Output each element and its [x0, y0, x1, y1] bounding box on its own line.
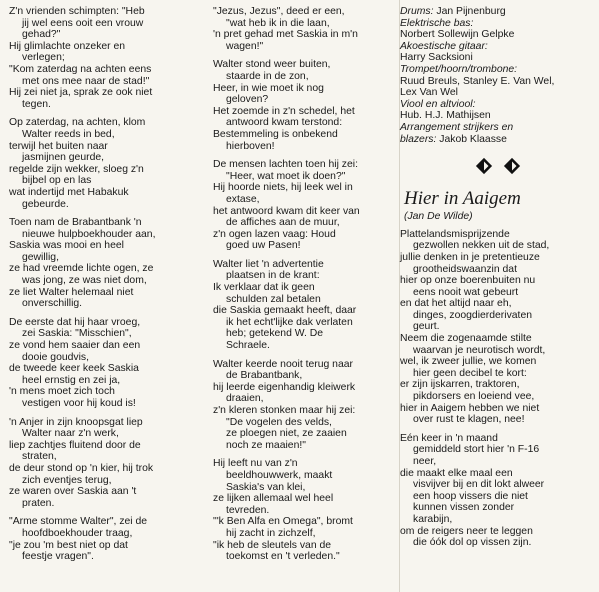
lyric-line: Eén keer in 'n maand	[400, 432, 498, 444]
lyric-line: dinges, zoogdierderivaten	[413, 309, 532, 321]
lyric-line: "je zou 'm best niet op dat	[9, 539, 128, 551]
lyric-line: karabijn,	[413, 513, 453, 525]
credit-line	[400, 76, 596, 88]
lyric-line: antwoord kwam terstond:	[226, 117, 343, 129]
lyric-line: Bestemmeling is onbekend	[213, 128, 338, 140]
lyric-line: jij wel eens ooit een vrouw	[22, 17, 144, 29]
credit-name: Jan Pijnenburg	[436, 6, 506, 17]
lyric-line: 'n mens moet zich toch	[9, 386, 115, 398]
lyric-line: z'n kleren stonken maar hij zei:	[213, 405, 356, 416]
lyric-line: Hij hoorde niets, hij leek wel in	[213, 182, 353, 194]
credits-column	[400, 6, 596, 556]
credit-role: Trompet/hoorn/trombone:	[400, 63, 518, 75]
lyrics-column-3	[400, 229, 596, 549]
lyric-line: heb; getekend W. De	[226, 328, 324, 340]
lyric-line: 'n Anjer in zijn knoopsgat liep	[9, 416, 143, 428]
lyric-line: zei Saskia: "Misschien",	[22, 328, 132, 340]
credit-role: Elektrische bas:	[400, 17, 474, 29]
credit-name: Norbert Sollewijn Gelpke	[400, 29, 515, 41]
lyric-line: De eerste dat hij haar vroeg,	[9, 316, 141, 328]
lyric-line: met ons mee naar de stad!"	[22, 75, 150, 87]
lyric-line: Walter stond weer buiten,	[213, 59, 331, 71]
lyric-line: Plattelandsmisprijzende	[400, 228, 510, 240]
lyric-line: gebeurde.	[22, 198, 69, 210]
credit-line	[400, 110, 596, 122]
credit-line	[400, 29, 596, 41]
lyric-line: gezwollen nekken uit de stad,	[413, 240, 550, 252]
lyric-line: ze liet Walter helemaal niet	[9, 286, 134, 298]
lyric-line: en dat het altijd naar eh,	[400, 298, 512, 310]
lyric-line: ze waren over Saskia aan 't	[9, 486, 137, 498]
lyric-line: tegen.	[22, 98, 51, 110]
credit-name: Harry Sacksioni	[400, 52, 473, 64]
credit-line	[400, 122, 596, 134]
stanza	[9, 6, 199, 110]
lyric-line: geurt.	[413, 321, 440, 333]
lyrics-column-2	[213, 6, 391, 570]
lyric-line: die maakt elke maal een	[400, 467, 513, 479]
lyric-line: Saskia's van klei,	[226, 481, 306, 493]
diamond-ornament-icon	[503, 157, 521, 175]
lyric-line: "Kom zaterdag na achten eens	[9, 63, 152, 75]
lyric-line: ze had vreemde lichte ogen, ze	[9, 263, 154, 275]
lyric-line: gemiddeld stort hier 'n F-16	[413, 444, 540, 456]
lyric-line: grootheidswaanzin dat	[413, 263, 517, 275]
credit-line	[400, 18, 596, 30]
lyric-line: goed uw Pasen!	[226, 240, 301, 252]
credit-line	[400, 64, 596, 76]
lyric-line: 'n pret gehad met Saskia in m'n	[213, 29, 358, 41]
lyric-line: De mensen lachten toen hij zei:	[213, 159, 358, 171]
lyric-line: heel ernstig en zei ja,	[22, 374, 121, 386]
credits-list	[400, 6, 596, 145]
lyric-line: ze ploegen niet, ze zaaien	[226, 428, 347, 440]
lyric-line: Walter liet 'n advertentie	[213, 258, 324, 270]
lyric-line: Saskia was mooi en heel	[9, 240, 124, 252]
lyric-line: wel, ik zweer jullie, we komen	[400, 356, 537, 368]
lyric-line: "Arme stomme Walter", zei de	[9, 516, 148, 528]
lyric-line: "Heer, wat moet ik doen?"	[226, 170, 346, 182]
lyric-line: "ik heb de sleutels van de	[213, 539, 332, 551]
stanza	[9, 417, 199, 510]
lyric-line: over rust te klagen, nee!	[413, 414, 525, 426]
lyric-line: waarvan je neurotisch wordt,	[413, 344, 546, 356]
lyric-line: staarde in de zon,	[226, 70, 309, 82]
lyric-line: een hoop vissers die niet	[413, 490, 528, 502]
lyric-line: het antwoord kwam dit keer van	[213, 205, 360, 217]
lyric-line: "De vogelen des velds,	[226, 416, 332, 428]
lyric-line: Hij zei niet ja, sprak ze ook niet	[9, 87, 153, 99]
lyric-line: schulden zal betalen	[226, 293, 321, 305]
credit-name: Hub. H.J. Mathijsen	[400, 110, 491, 122]
song-title: Hier in Aaigem	[404, 188, 521, 210]
lyric-line: wat indertijd met Habakuk	[9, 186, 129, 198]
lyric-line: jasmijnen geurde,	[22, 152, 105, 164]
lyric-line: Walter reeds in bed,	[22, 128, 115, 140]
lyric-line: straten,	[22, 451, 57, 463]
lyric-line: hier in Aaigem hebben we niet	[400, 402, 540, 414]
lyric-line: Op zaterdag, na achten, klom	[9, 117, 146, 129]
lyric-line: Walter keerde nooit terug naar	[213, 358, 353, 370]
stanza	[213, 259, 391, 352]
lyric-line: hoofdboekhouder traag,	[22, 527, 133, 539]
lyric-line: praten.	[22, 497, 55, 509]
credit-line	[400, 87, 596, 99]
lyric-line: de tweede keer keek Saskia	[9, 363, 139, 375]
lyric-line: draaien,	[226, 393, 264, 405]
lyric-line: Ik verklaar dat ik geen	[213, 282, 315, 294]
lyric-line: eens nooit wat gebeurt	[413, 286, 519, 298]
stanza	[9, 217, 199, 310]
lyric-line: toekomst en 't verleden."	[226, 551, 340, 563]
lyrics-column-1	[9, 6, 199, 570]
stanza	[213, 6, 391, 52]
lyric-line: feestje vragen".	[22, 551, 94, 563]
lyric-line: die Saskia gemaakt heeft, daar	[213, 305, 357, 317]
lyric-line: Neem die zogenaamde stilte	[400, 333, 532, 345]
credit-role: Viool en altviool:	[400, 98, 476, 110]
lyric-line: ik het echt'lijke dak verlaten	[226, 316, 353, 328]
stanza	[400, 229, 596, 426]
lyric-line: tevreden.	[226, 504, 270, 516]
lyric-line: extase,	[226, 193, 260, 205]
lyric-line: hierboven!	[226, 140, 275, 152]
lyric-line: "Jezus, Jezus", deed er een,	[213, 6, 345, 17]
credit-role: Arrangement strijkers en	[400, 121, 514, 133]
lyric-line: terwijl het buiten naar	[9, 140, 108, 152]
stanza	[213, 59, 391, 152]
lyric-line: om de reigers neer te leggen	[400, 525, 533, 537]
lyric-line: wagen!"	[226, 40, 264, 52]
lyric-line: "'k Ben Alfa en Omega", bromt	[213, 516, 353, 528]
credit-name: Jakob Klaasse	[439, 133, 507, 145]
credit-name: Lex Van Wel	[400, 87, 458, 99]
credit-line	[400, 6, 596, 18]
lyric-line: de Brabantbank,	[226, 370, 303, 382]
lyric-line: regelde zijn wekker, sloeg z'n	[9, 163, 144, 175]
lyric-line: beeldhouwwerk, maakt	[226, 469, 333, 481]
lyric-line: "wat heb ik in die laan,	[226, 17, 330, 29]
lyric-line: onverschillig.	[22, 298, 83, 310]
lyric-line: Z'n vrienden schimpten: "Heb	[9, 6, 145, 17]
lyric-line: Heer, in wie moet ik nog	[213, 82, 324, 94]
lyric-line: ze lijken allemaal wel heel	[213, 493, 334, 505]
lyric-line: gehad?"	[22, 29, 61, 41]
credit-role: Akoestische gitaar:	[400, 40, 488, 52]
lyric-line: pikdorsers en loeiend vee,	[413, 391, 535, 403]
credit-line	[400, 134, 596, 146]
stanza	[213, 359, 391, 452]
lyric-line: z'n ogen lazen vaag: Houd	[213, 228, 336, 240]
credit-line	[400, 99, 596, 111]
lyric-line: hij zacht in zichzelf,	[226, 527, 316, 539]
lyric-line: noch ze maaien!"	[226, 439, 306, 451]
lyric-line: hier op onze boerenbuiten nu	[400, 275, 536, 287]
lyric-line: geloven?	[226, 94, 269, 106]
stanza	[9, 117, 199, 210]
lyric-line: hij leerde eigenhandig kleiwerk	[213, 381, 356, 393]
lyric-line: was jong, ze was niet dom,	[22, 275, 147, 287]
lyric-line: nieuwe hulpboekhouder aan,	[22, 228, 156, 240]
diamond-ornament-icon	[475, 157, 493, 175]
lyric-line: bijbel op en las	[22, 175, 92, 187]
ornament	[400, 157, 596, 175]
lyric-line: verlegen;	[22, 52, 65, 64]
lyric-line: Het zoemde in z'n schedel, het	[213, 105, 355, 117]
stanza	[213, 458, 391, 562]
lyric-line: visvijver bij en dit lokt alweer	[413, 479, 545, 491]
lyric-line: kunnen vissen zonder	[413, 502, 515, 514]
song-subtitle: (Jan De Wilde)	[404, 211, 473, 223]
lyric-line: Hij glimlachte onzeker en	[9, 40, 126, 52]
credit-role: Drums:	[400, 6, 437, 17]
lyric-line: neer,	[413, 456, 437, 467]
credit-line	[400, 41, 596, 53]
lyric-line: Toen nam de Brabantbank 'n	[9, 217, 142, 229]
lyric-line: jullie denken in je pretentieuze	[400, 251, 540, 263]
lyric-line: zich eventjes terug,	[22, 474, 112, 486]
stanza	[213, 159, 391, 252]
lyric-line: hier geen decibel te kort:	[413, 367, 527, 379]
credit-name: Ruud Breuls, Stanley E. Van Wel,	[400, 75, 555, 87]
credit-role: blazers:	[400, 133, 440, 145]
stanza	[9, 317, 199, 410]
lyric-line: plaatsen in de krant:	[226, 270, 320, 282]
lyric-line: Walter naar z'n werk,	[22, 428, 119, 440]
lyric-line: ze vond hem saaier dan een	[9, 340, 141, 352]
lyric-line: Hij leeft nu van z'n	[213, 458, 298, 470]
stanza	[400, 433, 596, 549]
lyric-line: liep zachtjes fluitend door de	[9, 439, 141, 451]
lyric-line: Schraele.	[226, 340, 270, 352]
lyric-line: de affiches aan de muur,	[226, 217, 340, 229]
lyric-line: gewillig,	[22, 251, 59, 263]
credit-line	[400, 52, 596, 64]
lyric-line: dooie goudvis,	[22, 351, 90, 363]
lyric-line: vestigen voor hij koud is!	[22, 398, 136, 409]
lyric-line: de deur stond op 'n kier, hij trok	[9, 462, 154, 474]
lyric-line: er zijn ijskarren, traktoren,	[400, 379, 520, 391]
lyric-line: die óók dol op vissen zijn.	[413, 537, 532, 549]
stanza	[9, 516, 199, 562]
